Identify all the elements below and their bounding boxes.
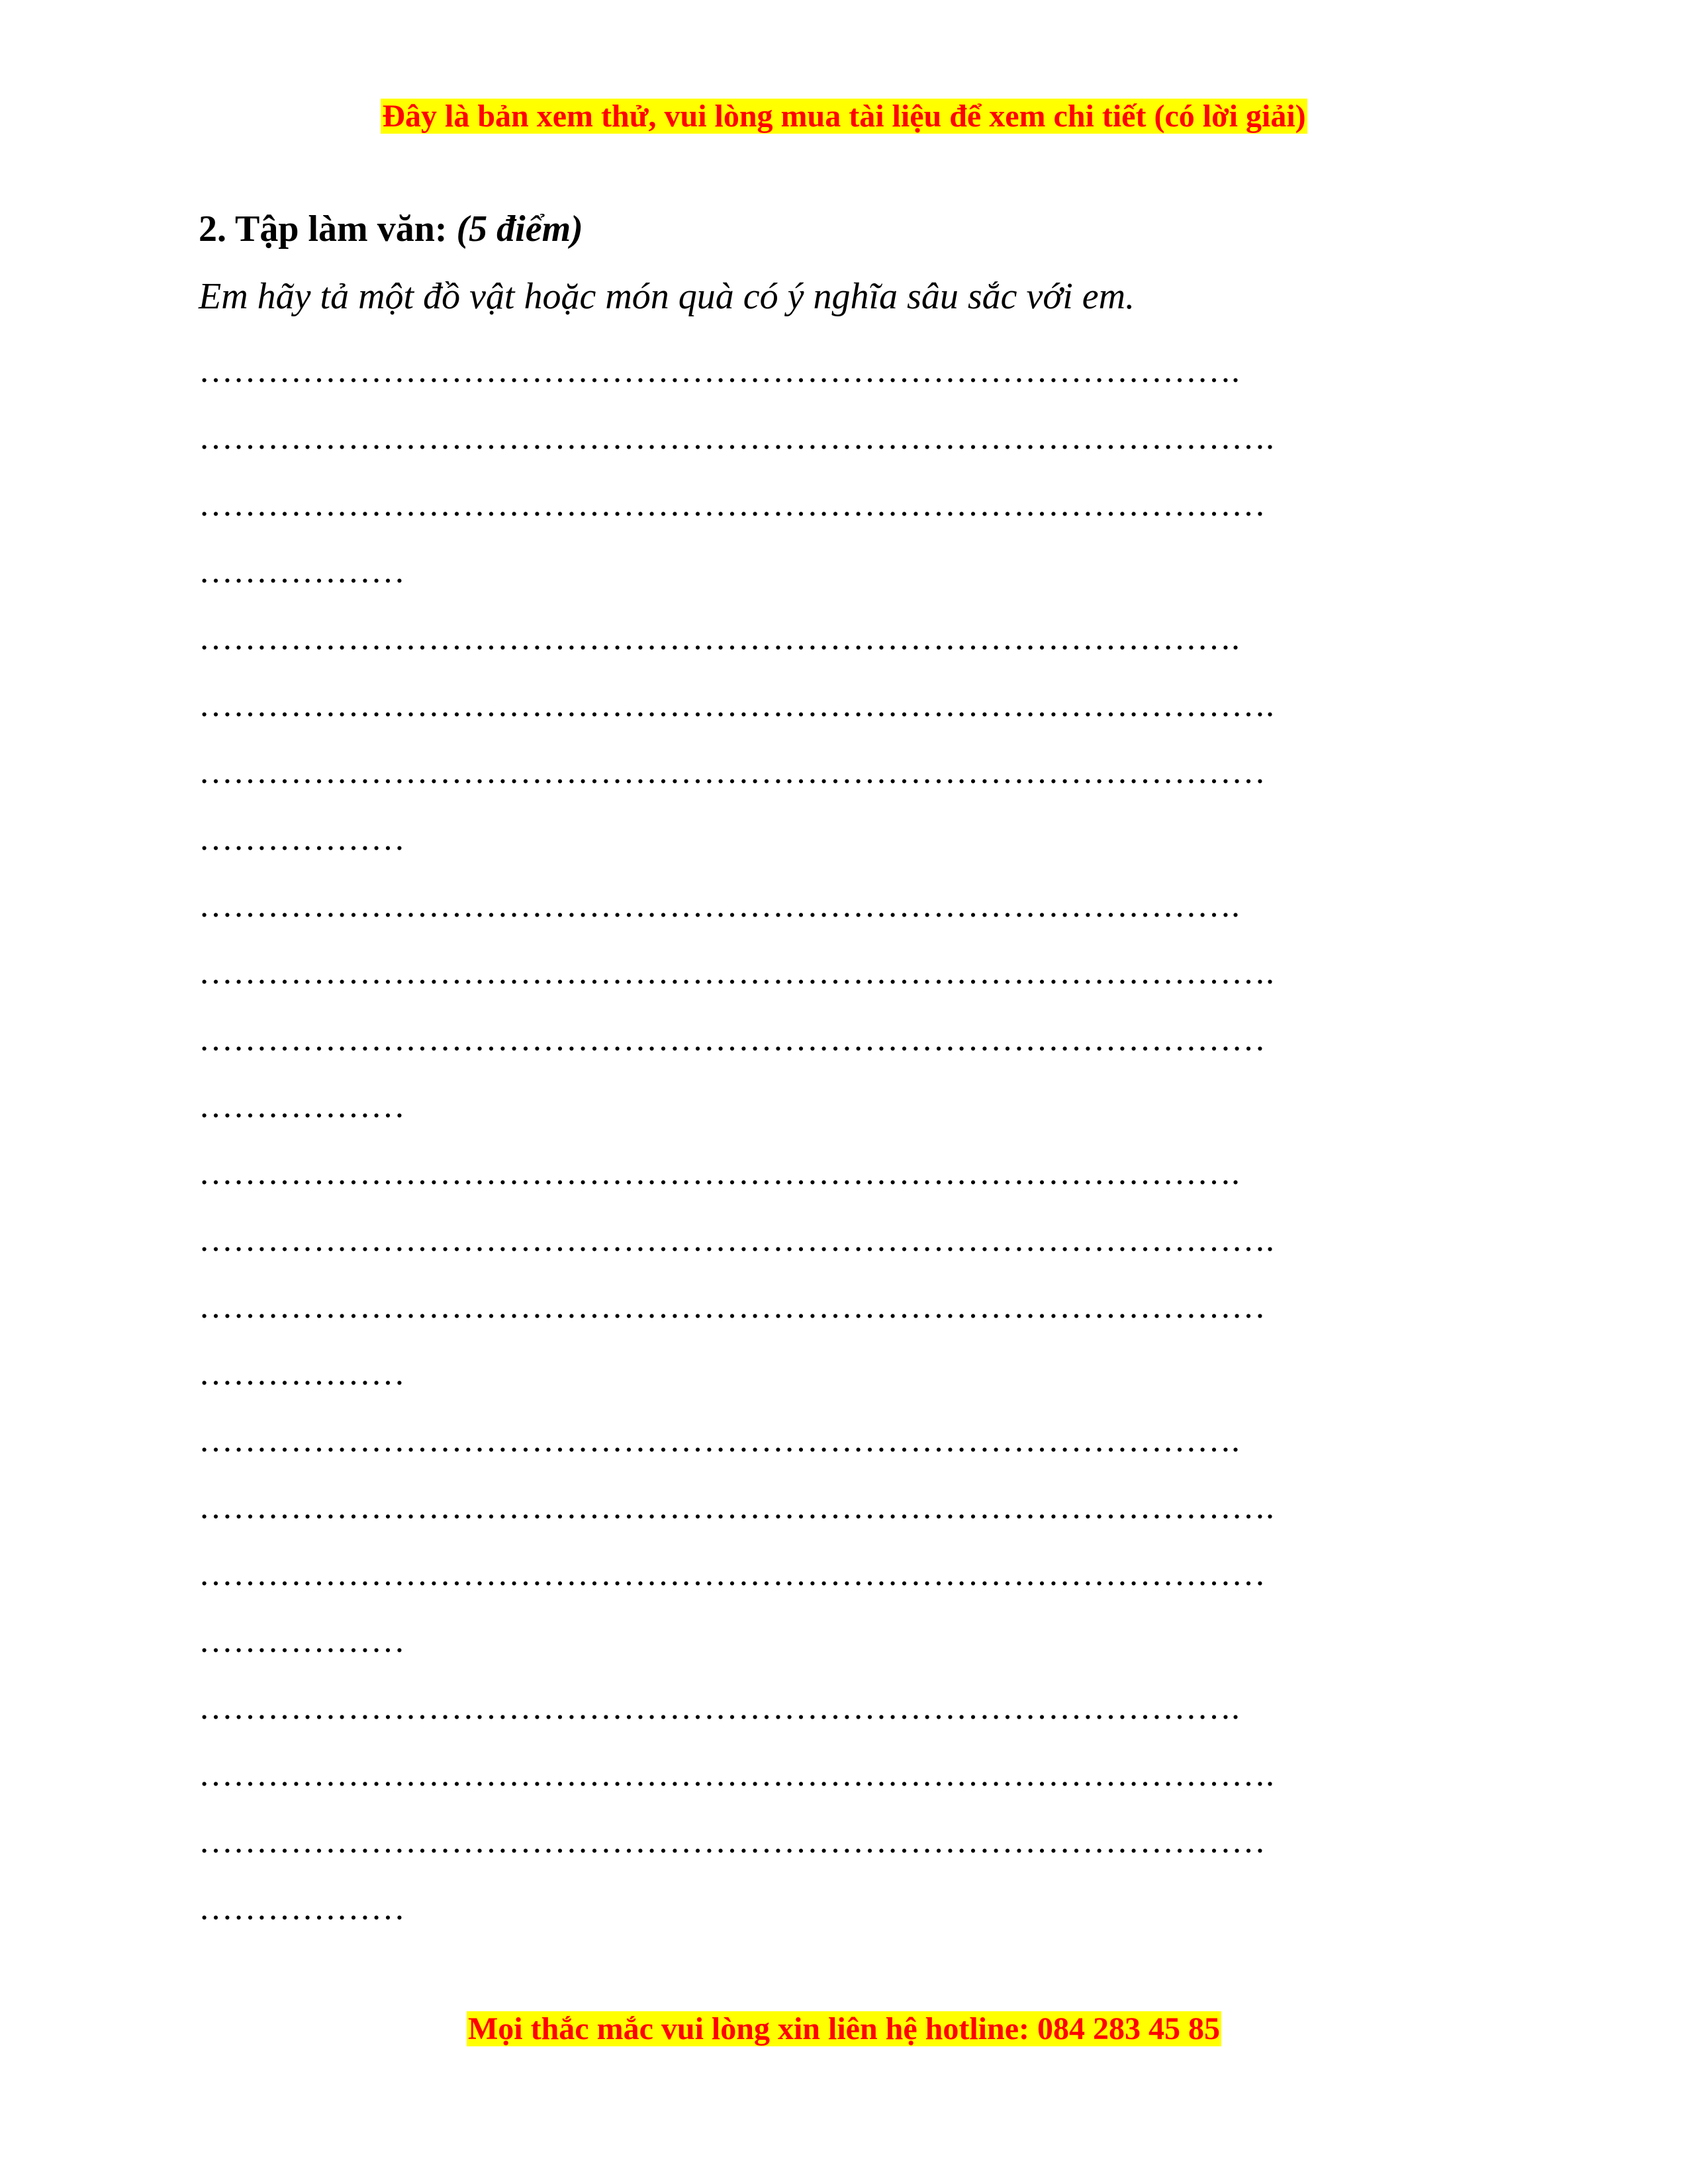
essay-prompt: Em hãy tả một đồ vật hoặc món quà có ý nghĩa sâu sắc với em.: [199, 276, 1135, 317]
preview-notice-text: Đây là bản xem thử, vui lòng mua tài liệu để xem chi tiết (có lời giải): [382, 99, 1306, 134]
answer-line: …………………………………………………………………………………: [199, 1823, 1266, 1860]
answer-line: ………………………………………………………………………………….: [199, 1221, 1274, 1259]
answer-line: ………………………………………………………………………………….: [199, 419, 1274, 457]
answer-line: ……………………………………………………………………………….: [199, 1154, 1240, 1192]
answer-line: …………………………………………………………………………………: [199, 1555, 1266, 1593]
answer-line: …………………………………………………………………………………: [199, 753, 1266, 791]
answer-line: ……………………………………………………………………………….: [199, 1422, 1240, 1459]
section-number: 2.: [199, 208, 226, 250]
answer-line: ………………………………………………………………………………….: [199, 1756, 1274, 1794]
answer-line: ………………………………………………………………………………….: [199, 954, 1274, 991]
answer-line: ………………………………………………………………………………….: [199, 1488, 1274, 1526]
answer-line: ……………………………………………………………………………….: [199, 619, 1240, 657]
answer-line: …………………………………………………………………………………: [199, 486, 1266, 523]
answer-line: ……………………………………………………………………………….: [199, 1689, 1240, 1727]
answer-line: ………………: [199, 553, 405, 590]
answer-line: ……………………………………………………………………………….: [199, 352, 1240, 390]
answer-line: …………………………………………………………………………………: [199, 1288, 1266, 1326]
essay-section: [199, 204, 1523, 1942]
answer-lines: [199, 338, 1523, 1942]
answer-line: ………………………………………………………………………………….: [199, 686, 1274, 724]
answer-line: ……………………………………………………………………………….: [199, 887, 1240, 925]
hotline-banner: [0, 2009, 1688, 2049]
answer-line: …………………………………………………………………………………: [199, 1021, 1266, 1058]
section-points: (5 điểm): [456, 208, 583, 250]
answer-line: ………………: [199, 820, 405, 858]
preview-notice-banner: [0, 97, 1688, 136]
answer-line: ………………: [199, 1355, 405, 1392]
answer-line: ………………: [199, 1622, 405, 1660]
hotline-text: Mọi thắc mắc vui lòng xin liên hệ hotline: 084 283 45 85: [467, 2011, 1220, 2046]
section-title: Tập làm văn:: [235, 208, 447, 250]
answer-line: ………………: [199, 1087, 405, 1125]
answer-line: ………………: [199, 1889, 405, 1927]
section-heading: [199, 204, 1523, 254]
